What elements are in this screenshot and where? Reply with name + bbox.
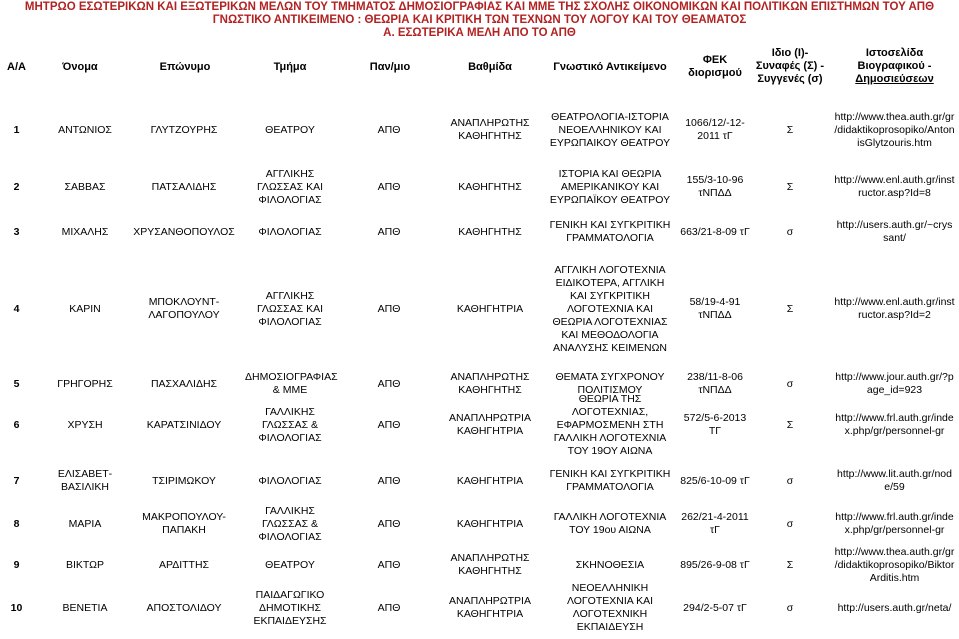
header-website-line: Ιστοσελίδα	[865, 47, 924, 59]
cell-line: τΝΠΔΔ	[698, 309, 732, 321]
cell-name	[40, 518, 130, 531]
cell-web[interactable]	[830, 468, 959, 494]
cell-line: & ΜΜΕ	[272, 384, 308, 396]
cell-line: ΒΕΝΕΤΙΑ	[62, 601, 108, 614]
header-dept: Τμήμα	[273, 61, 307, 73]
cell-web[interactable]	[830, 174, 959, 200]
cell-line: ΦΙΛΟΛΟΓΙΑΣ	[258, 225, 322, 238]
cell-line: 663/21-8-09 τΓ	[680, 225, 750, 238]
cell-line: ΔΗΜΟΤΙΚΗΣ	[259, 601, 321, 614]
cell-line: ΜΑΚΡΟΠΟΥΛΟΥ-	[142, 511, 226, 523]
document-subtitle: ΓΝΩΣΤΙΚΟ ΑΝΤΙΚΕΙΜΕΝΟ : ΘΕΩΡΙΑ ΚΑΙ ΚΡΙΤΙΚΗ ΤΩΝ ΤΕΧΝΩΝ ΤΟΥ ΛΟΓΟΥ ΚΑΙ ΤΟΥ ΘΕΑΜΑΤΟΣ	[212, 14, 747, 26]
header-website-line: Βιογραφικού -	[857, 60, 932, 72]
cell-line: ΓΛΩΣΣΑΣ ΚΑΙ	[257, 302, 323, 315]
cell-line: ΚΑΘΗΓΗΤΗΣ	[458, 180, 522, 193]
cell-line: 1	[13, 123, 20, 136]
cell-line: Σ	[786, 123, 794, 136]
cell-rank	[440, 303, 540, 316]
cell-line: ΕΥΡΩΠΑΙΚΟΥ ΘΕΑΤΡΟΥ	[549, 136, 671, 149]
cell-line: ΑΠΘ	[377, 474, 401, 487]
cell-line: ΤΟΥ 19ΟΥ ΑΙΩΝΑ	[567, 444, 653, 457]
cell-line: 7	[13, 474, 20, 487]
cell-line: 6	[13, 418, 20, 431]
cell-line: 9	[13, 558, 20, 571]
cell-line: ΛΑΓΟΠΟΥΛΟΥ	[148, 309, 220, 321]
cell-line: 572/5-6-2013	[683, 412, 747, 424]
cell-line: ΓΑΛΛΙΚΗΣ	[265, 405, 315, 418]
cell-aa	[0, 303, 33, 316]
cell-line: ΓΑΛΛΙΚΗ ΛΟΓΟΤΕΧΝΙΑ	[553, 511, 667, 523]
cell-rank	[440, 226, 540, 239]
cell-line: ΧΡΥΣΑΝΘΟΠΟΥΛΟΣ	[133, 225, 235, 238]
cell-line: 5	[13, 377, 20, 390]
cell-rank	[440, 181, 540, 194]
cell-line: ΑΠΟΣΤΟΛΙΔΟΥ	[146, 601, 222, 614]
cell-uni	[345, 419, 433, 432]
cell-fek	[680, 475, 750, 488]
website-link-line[interactable]: sant/	[883, 232, 906, 244]
cell-aa	[0, 419, 33, 432]
cell-line: ΚΑΘΗΓΗΤΗΣ	[458, 130, 522, 142]
cell-line: ΑΝΑΠΛΗΡΩΤΗΣ	[450, 117, 530, 129]
cell-name	[40, 303, 130, 316]
cell-line: σ	[786, 377, 794, 390]
header-website	[830, 47, 959, 86]
cell-rank	[440, 595, 540, 621]
header-subject: Γνωστικό Αντικείμενο	[553, 61, 667, 73]
cell-line: Σ	[786, 302, 794, 315]
cell-name	[40, 378, 130, 391]
header-relation	[750, 47, 830, 86]
cell-line: ΤΟΥ 19ου ΑΙΩΝΑ	[569, 524, 651, 536]
cell-line: 294/2-5-07 τΓ	[683, 601, 747, 614]
cell-line: ΑΠΘ	[377, 180, 401, 193]
header-aa: Α/Α	[7, 61, 26, 73]
cell-web[interactable]	[830, 412, 959, 438]
cell-subject	[540, 559, 680, 572]
cell-line: Σ	[786, 418, 794, 431]
cell-line: ΤΓ	[708, 425, 722, 437]
cell-line: σ	[786, 225, 794, 238]
cell-line: ΑΓΓΛΙΚΗΣ	[265, 289, 315, 302]
cell-rank	[440, 412, 540, 438]
cell-line: ΚΑΘΗΓΗΤΡΙΑ	[456, 425, 524, 437]
website-link-line[interactable]: x.php/gr/personnel-gr	[844, 425, 945, 437]
cell-line: τΝΠΔΔ	[698, 384, 732, 396]
cell-line: ΘΕΩΡΙΑ ΛΟΓΟΤΕΧΝΙΑΣ	[552, 315, 668, 328]
cell-line: 2011 τΓ	[697, 130, 733, 142]
cell-line: 4	[13, 302, 20, 315]
cell-surname	[125, 226, 243, 239]
cell-subject	[540, 111, 680, 150]
website-link-line[interactable]: /didaktikoprosopiko/Anton	[834, 123, 955, 136]
cell-subject	[540, 393, 680, 458]
cell-line: ΚΑΘΗΓΗΤΗΣ	[458, 565, 522, 577]
cell-subject	[540, 468, 680, 494]
cell-surname	[125, 511, 243, 537]
cell-line: ΒΑΣΙΛΙΚΗ	[61, 481, 109, 493]
cell-line: ΚΑΙ ΣΥΓΚΡΙΤΙΚΗ	[570, 289, 650, 302]
cell-dept	[245, 559, 335, 572]
cell-dept	[245, 290, 335, 329]
cell-line: ΘΕΜΑΤΑ ΣΥΓΧΡΟΝΟΥ	[555, 371, 665, 383]
cell-aa	[0, 602, 33, 615]
cell-fek	[680, 511, 750, 537]
cell-rel	[750, 602, 830, 615]
website-link-line[interactable]: ructor.asp?Id=2	[858, 309, 931, 321]
website-link-line[interactable]: http://www.enl.auth.gr/inst	[834, 174, 955, 186]
cell-rank	[440, 475, 540, 488]
cell-line: ΤΣΙΡΙΜΩΚΟΥ	[152, 474, 216, 487]
header-fek-line: ΦΕΚ	[702, 54, 728, 66]
header-fek	[680, 54, 750, 80]
cell-line: ΓΡΑΜΜΑΤΟΛΟΓΙΑ	[566, 481, 654, 493]
cell-line: Σ	[786, 180, 794, 193]
cell-uni	[345, 226, 433, 239]
cell-line: ΓΡΗΓΟΡΗΣ	[57, 377, 113, 390]
cell-fek	[680, 117, 750, 143]
cell-uni	[345, 124, 433, 137]
cell-line: ΣΑΒΒΑΣ	[64, 180, 106, 193]
cell-rel	[750, 378, 830, 391]
cell-fek	[680, 559, 750, 572]
cell-uni	[345, 518, 433, 531]
cell-line: 155/3-10-96	[686, 174, 744, 186]
cell-line: ΠΑΙΔΑΓΩΓΙΚΟ	[255, 588, 325, 601]
cell-surname	[125, 475, 243, 488]
cell-line: 238/11-8-06	[687, 371, 743, 383]
cell-fek	[680, 602, 750, 615]
section-title: Α. ΕΣΩΤΕΡΙΚΑ ΜΕΛΗ ΑΠΟ ΤΟ ΑΠΘ	[383, 27, 576, 39]
cell-line: ΑΝΤΩΝΙΟΣ	[58, 123, 112, 136]
cell-dept	[245, 589, 335, 628]
cell-rel	[750, 559, 830, 572]
cell-line: ΑΠΘ	[377, 558, 401, 571]
cell-line: 3	[13, 225, 20, 238]
cell-web[interactable]	[830, 219, 959, 245]
cell-line: ΚΑΡΙΝ	[69, 302, 101, 315]
cell-line: ΣΚΗΝΟΘΕΣΙΑ	[575, 558, 645, 571]
cell-dept	[245, 371, 338, 397]
header-uni: Παν/μιο	[369, 61, 411, 73]
cell-web[interactable]	[830, 371, 959, 397]
cell-line: ΑΜΕΡΙΚΑΝΙΚΟΥ ΚΑΙ	[560, 180, 660, 193]
cell-surname	[125, 602, 243, 615]
cell-line: ΚΑΘΗΓΗΤΡΙΑ	[456, 608, 524, 620]
cell-line: ΚΑΙ ΜΕΘΟΔΟΛΟΓΙΑ	[561, 328, 659, 341]
website-link-line[interactable]: http://www.thea.auth.gr/gr	[834, 545, 955, 558]
header-relation-line: Συγγενές (σ)	[757, 73, 823, 85]
cell-line: σ	[786, 474, 794, 487]
cell-line: ΕΥΡΩΠΑΪΚΟΥ ΘΕΑΤΡΟΥ	[549, 193, 671, 206]
cell-line: ΧΡΥΣΗ	[67, 418, 103, 431]
cell-line: σ	[786, 517, 794, 530]
website-link-line[interactable]: http://users.auth.gr/~crys	[836, 219, 953, 231]
cell-line: 1066/12/-12-	[685, 117, 745, 129]
header-rank: Βαθμίδα	[468, 61, 512, 73]
cell-line: ΜΙΧΑΛΗΣ	[61, 225, 109, 238]
cell-aa	[0, 378, 33, 391]
cell-line: ΑΡΔΙΤΤΗΣ	[158, 558, 210, 571]
cell-line: ΚΑΘΗΓΗΤΡΙΑ	[456, 517, 524, 530]
header-website-line: Δημοσιεύσεων	[855, 73, 934, 85]
cell-line: ΓΛΥΤΖΟΥΡΗΣ	[150, 123, 218, 136]
cell-line: ΕΦΑΡΜΟΣΜΕΝΗ ΣΤΗ	[556, 418, 664, 431]
cell-line: ΛΟΓΟΤΕΧΝΙΚΗ	[572, 608, 648, 620]
cell-line: σ	[786, 601, 794, 614]
cell-subject	[540, 582, 680, 634]
cell-line: ΚΑΘΗΓΗΤΡΙΑ	[456, 474, 524, 487]
website-link-line[interactable]: http://users.auth.gr/neta/	[837, 601, 952, 614]
website-link-line[interactable]: e/59	[884, 481, 905, 493]
cell-rel	[750, 226, 830, 239]
cell-rel	[750, 181, 830, 194]
cell-dept	[245, 505, 335, 544]
cell-line: ΚΑΘΗΓΗΤΗΣ	[458, 225, 522, 238]
cell-line: ΓΛΩΣΣΑΣ &	[261, 418, 319, 431]
cell-subject	[540, 219, 680, 245]
cell-line: 825/6-10-09 τΓ	[680, 474, 750, 487]
cell-web[interactable]	[830, 111, 959, 150]
cell-line: ΦΙΛΟΛΟΓΙΑΣ	[258, 431, 322, 444]
cell-line: ΚΑΘΗΓΗΤΡΙΑ	[456, 302, 524, 315]
cell-surname	[125, 181, 243, 194]
cell-line: ΠΑΠΑΚΗ	[162, 524, 206, 536]
website-link-line[interactable]: x.php/gr/personnel-gr	[844, 524, 945, 536]
cell-line: ΒΙΚΤΩΡ	[65, 558, 104, 571]
cell-line: ΓΑΛΛΙΚΗΣ	[265, 504, 315, 517]
cell-dept	[245, 475, 335, 488]
cell-subject	[540, 264, 680, 355]
cell-uni	[345, 181, 433, 194]
cell-line: 2	[13, 180, 20, 193]
website-link-line[interactable]: /didaktikoprosopiko/Biktor	[834, 558, 955, 571]
cell-line: ΠΑΣΧΑΛΙΔΗΣ	[150, 377, 218, 390]
cell-surname	[125, 559, 243, 572]
website-link-line[interactable]: isGlytzouris.htm	[857, 136, 932, 149]
cell-rel	[750, 475, 830, 488]
cell-line: ΕΚΠΑΙΔΕΥΣΗΣ	[253, 614, 327, 627]
cell-rank	[440, 371, 540, 397]
cell-line: 10	[10, 601, 23, 614]
cell-fek	[680, 174, 750, 200]
cell-aa	[0, 475, 33, 488]
cell-line: ΓΡΑΜΜΑΤΟΛΟΓΙΑ	[566, 232, 654, 244]
cell-line: ΙΣΤΟΡΙΑ ΚΑΙ ΘΕΩΡΙΑ	[558, 167, 662, 180]
cell-line: ΕΙΔΙΚΟΤΕΡΑ, ΑΓΓΛΙΚΗ	[555, 276, 665, 289]
cell-line: ΕΛΙΣΑΒΕΤ-	[57, 468, 113, 480]
website-link-line[interactable]: age_id=923	[866, 384, 923, 396]
cell-line: ΝΕΟΕΛΛΗΝΙΚΗ	[571, 582, 649, 594]
cell-surname	[125, 378, 243, 391]
cell-line: ΑΠΘ	[377, 418, 401, 431]
cell-web[interactable]	[830, 546, 959, 585]
cell-line: 262/21-4-2011	[681, 511, 749, 523]
cell-line: ΦΙΛΟΛΟΓΙΑΣ	[258, 530, 322, 543]
cell-line: ΚΑΘΗΓΗΤΗΣ	[458, 384, 522, 396]
cell-aa	[0, 124, 33, 137]
cell-line: ΑΝΑΠΛΗΡΩΤΡΙΑ	[449, 412, 531, 424]
header-name: Όνομα	[62, 61, 98, 73]
website-link-line[interactable]: Arditis.htm	[869, 571, 920, 584]
cell-line: ΑΠΘ	[377, 601, 401, 614]
cell-dept	[245, 406, 335, 445]
cell-rank	[440, 518, 540, 531]
cell-dept	[245, 124, 335, 137]
cell-uni	[345, 303, 433, 316]
website-link-line[interactable]: http://www.thea.auth.gr/gr	[834, 110, 955, 123]
website-link-line[interactable]: http://www.enl.auth.gr/inst	[834, 296, 955, 308]
cell-line: ΘΕΩΡΙΑ ΤΗΣ	[578, 392, 642, 405]
cell-fek	[680, 296, 750, 322]
cell-line: ΛΟΓΟΤΕΧΝΙΑ ΚΑΙ	[566, 302, 654, 315]
cell-line: 8	[13, 517, 20, 530]
cell-subject	[540, 511, 680, 537]
cell-line: ΛΟΓΟΤΕΧΝΙΑ ΚΑΙ	[566, 595, 654, 607]
cell-aa	[0, 518, 33, 531]
cell-line: ΘΕΑΤΡΟΛΟΓΙΑ-ΙΣΤΟΡΙΑ	[551, 110, 669, 123]
cell-rank	[440, 552, 540, 578]
cell-line: ΓΑΛΛΙΚΗ ΛΟΓΟΤΕΧΝΙΑ	[553, 431, 667, 444]
cell-uni	[345, 559, 433, 572]
cell-name	[40, 602, 130, 615]
cell-web[interactable]	[830, 296, 959, 322]
cell-dept	[245, 226, 335, 239]
cell-aa	[0, 226, 33, 239]
header-surname: Επώνυμο	[159, 61, 211, 73]
cell-name	[40, 468, 130, 494]
cell-line: ΔΗΜΟΣΙΟΓΡΑΦΙΑΣ	[245, 371, 338, 383]
cell-surname	[125, 419, 243, 432]
cell-line: τΝΠΔΔ	[698, 187, 732, 199]
cell-line: ΑΠΘ	[377, 302, 401, 315]
header-relation-line: Ιδιο (Ι)-	[771, 47, 809, 59]
cell-uni	[345, 378, 433, 391]
cell-subject	[540, 168, 680, 207]
cell-name	[40, 226, 130, 239]
cell-line: ΓΛΩΣΣΑΣ ΚΑΙ	[257, 180, 323, 193]
cell-name	[40, 419, 130, 432]
website-link-line[interactable]: http://www.frl.auth.gr/inde	[835, 511, 954, 523]
cell-line: ΓΛΩΣΣΑΣ &	[261, 517, 319, 530]
cell-uni	[345, 602, 433, 615]
cell-line: ΕΚΠΑΙΔΕΥΣΗ	[576, 621, 644, 633]
cell-line: ΠΑΤΣΑΛΙΔΗΣ	[151, 180, 217, 193]
cell-name	[40, 124, 130, 137]
cell-rel	[750, 419, 830, 432]
cell-line: τΓ	[710, 524, 720, 536]
cell-line: ΦΙΛΟΛΟΓΙΑΣ	[258, 315, 322, 328]
cell-rel	[750, 518, 830, 531]
cell-line: ΝΕΟΕΛΛΗΝΙΚΟΥ ΚΑΙ	[558, 123, 662, 136]
cell-line: ΑΝΑΠΛΗΡΩΤΡΙΑ	[449, 595, 531, 607]
cell-rel	[750, 303, 830, 316]
cell-line: ΦΙΛΟΛΟΓΙΑΣ	[258, 474, 322, 487]
cell-line: ΑΓΓΛΙΚΗΣ	[265, 167, 315, 180]
cell-line: ΑΓΓΛΙΚΗ ΛΟΓΟΤΕΧΝΙΑ	[554, 263, 666, 276]
cell-rel	[750, 124, 830, 137]
cell-line: ΦΙΛΟΛΟΓΙΑΣ	[258, 193, 322, 206]
cell-uni	[345, 475, 433, 488]
cell-dept	[245, 168, 335, 207]
cell-line: ΑΠΘ	[377, 123, 401, 136]
cell-aa	[0, 559, 33, 572]
cell-fek	[680, 412, 750, 438]
cell-rank	[440, 117, 540, 143]
cell-line: ΓΕΝΙΚΗ ΚΑΙ ΣΥΓΚΡΙΤΙΚΗ	[549, 219, 671, 231]
document-title: ΜΗΤΡΩΟ ΕΣΩΤΕΡΙΚΩΝ ΚΑΙ ΕΞΩΤΕΡΙΚΩΝ ΜΕΛΩΝ ΤΟΥ ΤΜΗΜΑΤΟΣ ΔΗΜΟΣΙΟΓΡΑΦΙΑΣ ΚΑΙ ΜΜΕ ΤΗΣ ΣΧΟΛΗΣ ΟΙΚΟΝΟΜΙΚΩΝ ΚΑΙ ΠΟΛΙΤΙΚΩΝ ΕΠΙΣΤΗΜΩΝ ΤΟΥ ΑΠΘ	[24, 1, 935, 13]
website-link-line[interactable]: http://www.jour.auth.gr/?p	[835, 371, 954, 383]
website-link-line[interactable]: http://www.lit.auth.gr/nod	[837, 468, 952, 480]
cell-line: ΑΝΑΛΥΣΗΣ ΚΕΙΜΕΝΩΝ	[553, 341, 667, 354]
cell-fek	[680, 371, 750, 397]
cell-line: ΑΝΑΠΛΗΡΩΤΗΣ	[450, 552, 530, 564]
website-link-line[interactable]: http://www.frl.auth.gr/inde	[835, 412, 954, 424]
cell-web[interactable]	[830, 602, 959, 615]
cell-surname	[125, 296, 243, 322]
cell-line: 895/26-9-08 τΓ	[680, 558, 750, 571]
header-relation-line: Συναφές (Σ) -	[755, 60, 825, 72]
cell-line: ΑΠΘ	[377, 377, 401, 390]
cell-line: 58/19-4-91	[689, 296, 741, 308]
header-fek-line: διορισμού	[688, 67, 742, 79]
cell-line: Σ	[786, 558, 794, 571]
website-link-line[interactable]: ructor.asp?Id=8	[858, 187, 931, 199]
cell-line: ΑΠΘ	[377, 225, 401, 238]
cell-line: ΓΕΝΙΚΗ ΚΑΙ ΣΥΓΚΡΙΤΙΚΗ	[549, 468, 671, 480]
cell-aa	[0, 181, 33, 194]
cell-line: ΑΝΑΠΛΗΡΩΤΗΣ	[450, 371, 530, 383]
cell-line: ΘΕΑΤΡΟΥ	[265, 558, 315, 571]
cell-fek	[680, 226, 750, 239]
cell-line: ΜΠΟΚΛΟΥΝΤ-	[148, 296, 220, 308]
cell-web[interactable]	[830, 511, 959, 537]
cell-line: ΜΑΡΙΑ	[68, 517, 102, 530]
cell-name	[40, 181, 130, 194]
cell-line: ΛΟΓΟΤΕΧΝΙΑΣ,	[571, 405, 649, 418]
cell-line: ΠΟΛΙΤΙΣΜΟΥ	[577, 384, 643, 396]
cell-line: ΘΕΑΤΡΟΥ	[265, 123, 315, 136]
cell-surname	[125, 124, 243, 137]
cell-name	[40, 559, 130, 572]
cell-line: ΑΠΘ	[377, 517, 401, 530]
cell-line: ΚΑΡΑΤΣΙΝΙΔΟΥ	[146, 418, 222, 431]
